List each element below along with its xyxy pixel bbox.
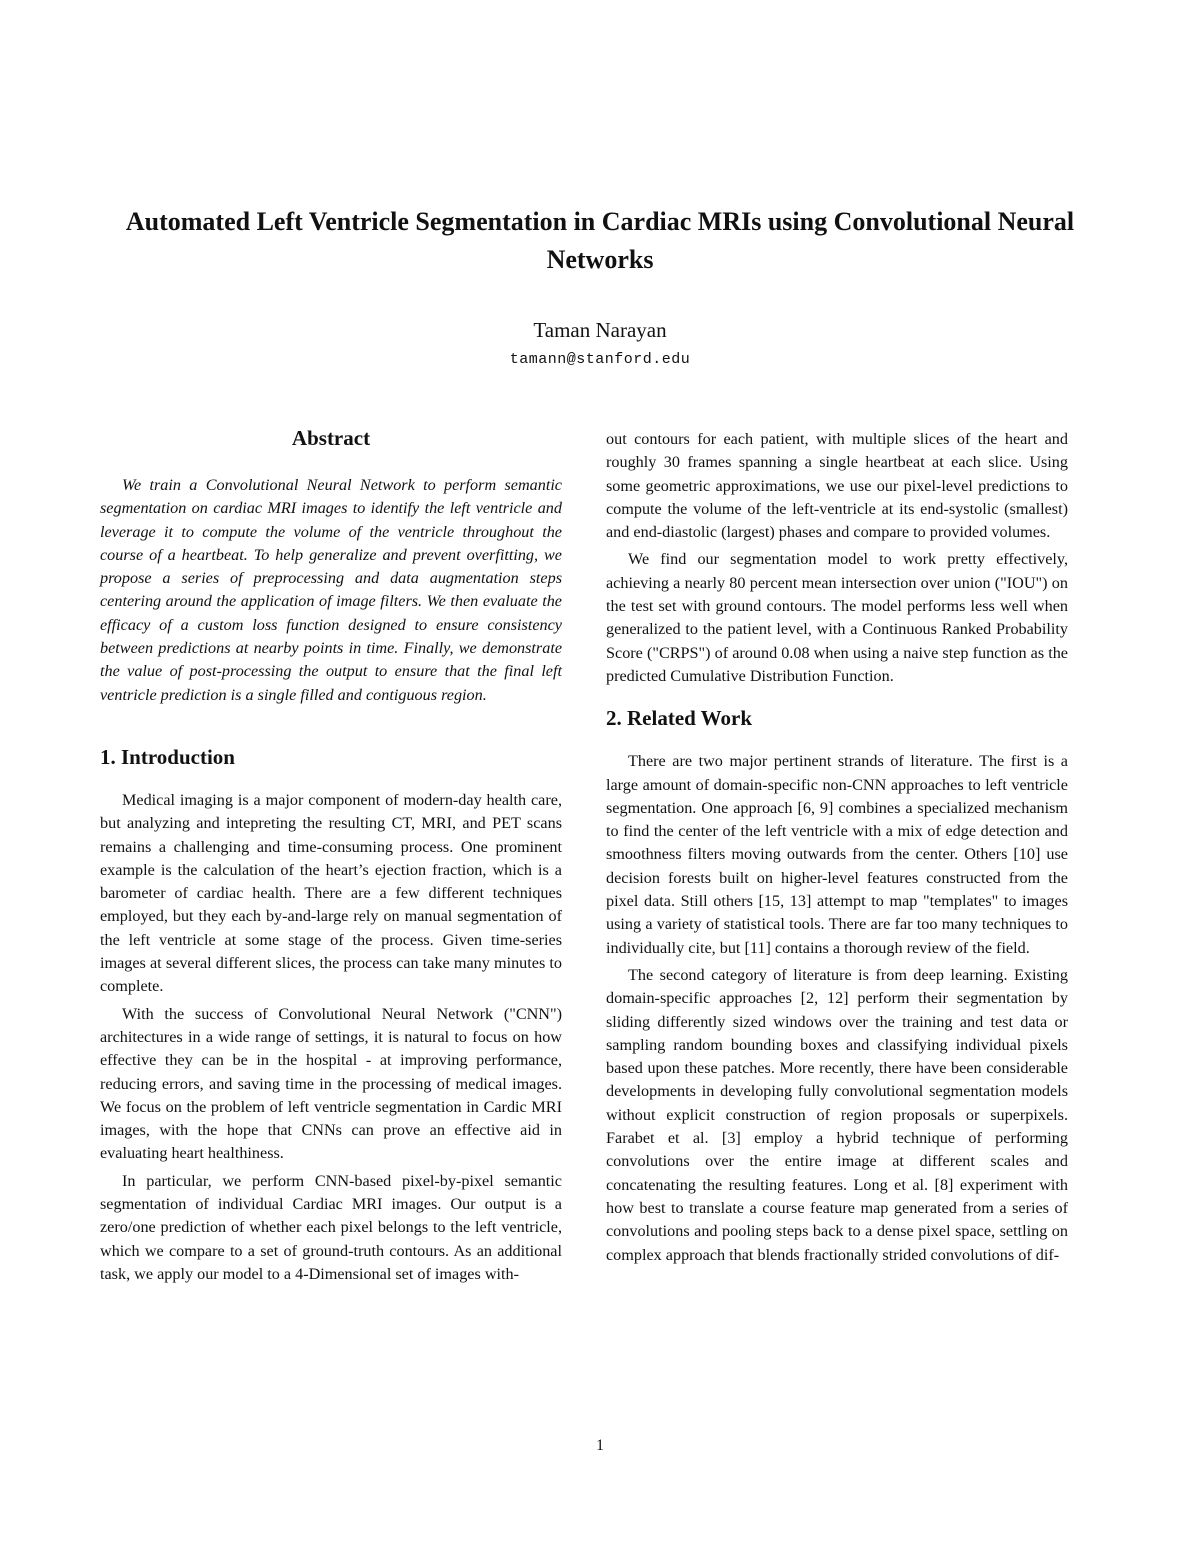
abstract-heading: Abstract (291, 426, 371, 450)
intro-paragraph-3-continued: out contours for each patient, with multiple slices of the heart and roughly 30 frames spanning a single heartbeat at each slice. Using some geometric approximations, we use our pixel-level predictions to compute the volume of the left-ventricle at its end-systolic (smallest) and end-diastolic (largest) phases and compare to provided volumes. (606, 430, 1068, 542)
intro-paragraph-4: We find our segmentation model to work pretty effectively, achieving a nearly 80 percent mean intersection over union ("IOU") on the test set with ground contours. The model performs less well when generalized to the patient level, with a Continuous Ranked Probability Score ("CRPS") of around 0.08 when using a naive step function as the predicted Cumulative Distribution Function. (606, 550, 1068, 685)
abstract-text: We train a Convolutional Neural Network to perform semantic segmentation on cardiac MRI images to identify the left ventricle and leverage it to compute the volume of the ventricle throughout the course of a heartbeat. To help generalize and prevent overfitting, we propose a series of preprocessing and data augmentation steps centering around the application of image filters. We then evaluate the efficacy of a custom loss function designed to ensure consistency between predictions at nearby points in time. Finally, we demonstrate the value of post-processing the output to ensure that the final left ventricle prediction is a single filled and contiguous region. (100, 476, 562, 704)
right-column (606, 428, 1068, 1271)
intro-paragraph-3: In particular, we perform CNN-based pixel-by-pixel semantic segmentation of individual Cardiac MRI images. Our output is a zero/one prediction of whether each pixel belongs to the left ventricle, which we compare to a set of ground-truth contours. As an additional task, we apply our model to a 4-Dimensional set of images with- (100, 1171, 562, 1283)
left-column (100, 424, 562, 1290)
related-paragraph-2: The second category of literature is from deep learning. Existing domain-specific approaches [2, 12] perform their segmentation by sliding differently sized windows over the training and test data or sampling random bounding boxes and classifying individual pixels based upon these patches. More recently, there have been considerable developments in developing fully convolutional segmentation models without explicit construction of region proposals or superpixels. Farabet et al. [3] employ a hybrid technique of performing convolutions over the entire image at different scales and concatenating the resulting features. Long et al. [8] experiment with how best to translate a course feature map generated from a series of convolutions and pooling steps back to a dense pixel space, settling on complex approach that blends fractionally strided convolutions of dif- (606, 965, 1068, 1264)
intro-paragraph-2: With the success of Convolutional Neural Network ("CNN") architectures in a wide range of settings, it is natural to focus on how effective they can be in the hospital - at improving performance, reducing errors, and saving time in the processing of medical images. We focus on the problem of left ventricle segmentation in Cardic MRI images, with the hope that CNNs can prove an effective aid in evaluating heart healthiness. (100, 1004, 562, 1163)
related-work-heading: 2. Related Work (606, 706, 753, 731)
page-number: 1 (596, 1437, 604, 1454)
paper-title: Automated Left Ventricle Segmentation in Cardiac MRIs using Convolutional Neural Networks (125, 207, 1075, 274)
related-paragraph-1: There are two major pertinent strands of literature. The first is a large amount of domain-specific non-CNN approaches to left ventricle segmentation. One approach [6, 9] combines a specialized mechanism to find the center of the left ventricle with a mix of edge detection and smoothness filters moving outwards from the center. Others [10] use decision forests built on higher-level features constructed from the pixel data. Still others [15, 13] attempt to map "templates" to images using a variety of statistical tools. There are far too many techniques to individually cite, but [11] contains a thorough review of the field. (606, 752, 1068, 957)
author-email: tamann@stanford.edu (509, 351, 691, 368)
author-name: Taman Narayan (533, 318, 667, 342)
intro-paragraph-1: Medical imaging is a major component of modern-day health care, but analyzing and intepreting the resulting CT, MRI, and PET scans remains a challenging and time-consuming process. One prominent example is the calculation of the heart’s ejection fraction, which is a barometer of cardiac health. There are a few different techniques employed, but they each by-and-large rely on manual segmentation of the left ventricle at some stage of the process. Given time-series images at several different slices, the process can take many minutes to complete. (100, 790, 562, 996)
introduction-heading: 1. Introduction (100, 744, 235, 769)
